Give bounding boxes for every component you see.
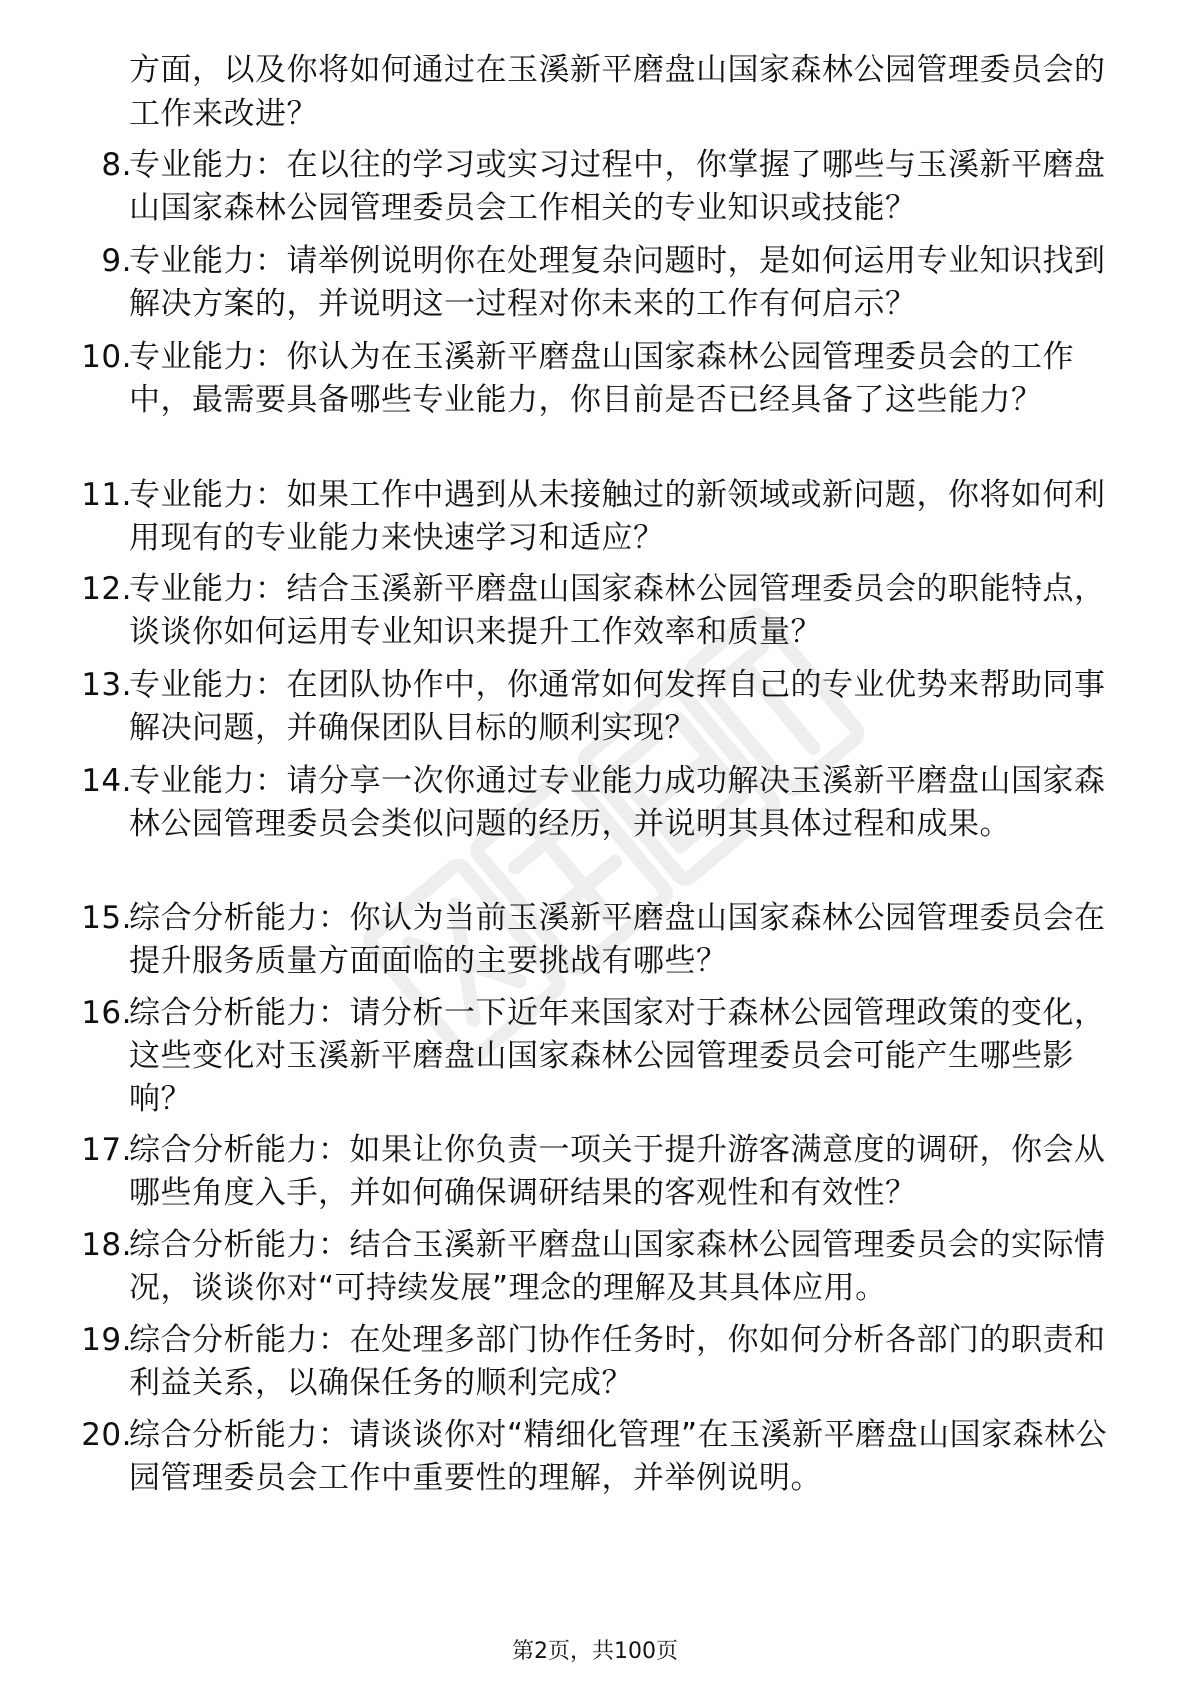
question-text: 专业能力：结合玉溪新平磨盘山国家森林公园管理委员会的职能特点，谈谈你如何运用专业知识来提升工作效率和质量？ [129,571,1106,650]
question-text: 综合分析能力：请分析一下近年来国家对于森林公园管理政策的变化，这些变化对玉溪新平磨盘山国家森林公园管理委员会可能产生哪些影响？ [129,995,1106,1117]
question-number: 14. [81,763,132,799]
question-text: 综合分析能力：你认为当前玉溪新平磨盘山国家森林公园管理委员会在提升服务质量方面面临的主要挑战有哪些？ [129,900,1106,979]
question-number: 17. [81,1132,132,1168]
question-text: 综合分析能力：结合玉溪新平磨盘山国家森林公园管理委员会的实际情况，谈谈你对“可持续发展”理念的理解及其具体应用。 [129,1227,1106,1306]
question-text: 综合分析能力：请谈谈你对“精细化管理”在玉溪新平磨盘山国家森林公园管理委员会工作中重要性的理解，并举例说明。 [129,1417,1108,1496]
question-text: 专业能力：在团队协作中，你通常如何发挥自己的专业优势来帮助同事解决问题，并确保团队目标的顺利实现？ [129,667,1106,746]
question-number: 18. [81,1227,132,1263]
question-number: 15. [81,900,132,936]
question-text: 专业能力：如果工作中遇到从未接触过的新领域或新问题，你将如何利用现有的专业能力来快速学习和适应？ [129,477,1106,556]
question-text: 综合分析能力：如果让你负责一项关于提升游客满意度的调研，你会从哪些角度入手，并如何确保调研结果的客观性和有效性？ [129,1132,1106,1211]
question-number: 12. [81,571,132,607]
question-number: 16. [81,995,132,1031]
question-number: 13. [81,667,132,703]
question-text: 专业能力：请举例说明你在处理复杂问题时，是如何运用专业知识找到解决方案的，并说明这一过程对你未来的工作有何启示？ [129,243,1106,322]
question-number: 20. [81,1417,132,1453]
question-text: 专业能力：请分享一次你通过专业能力成功解决玉溪新平磨盘山国家森林公园管理委员会类似问题的经历，并说明其具体过程和成果。 [129,763,1106,842]
question-number: 10. [81,339,132,375]
question-text: 专业能力：在以往的学习或实习过程中，你掌握了哪些与玉溪新平磨盘山国家森林公园管理委员会工作相关的专业知识或技能？ [129,147,1106,226]
question-number: 8. [101,147,132,183]
continuation-text: 方面，以及你将如何通过在玉溪新平磨盘山国家森林公园管理委员会的工作来改进？ [129,52,1106,132]
question-number: 19. [81,1322,132,1358]
question-number: 9. [101,243,132,279]
question-text: 专业能力：你认为在玉溪新平磨盘山国家森林公园管理委员会的工作中，最需要具备哪些专业能力，你目前是否已经具备了这些能力？ [129,339,1074,418]
question-number: 11. [81,477,132,513]
question-text: 综合分析能力：在处理多部门协作任务时，你如何分析各部门的职责和利益关系，以确保任务的顺利完成？ [129,1322,1106,1401]
page-footer: 第2页，共100页 [512,1639,678,1664]
